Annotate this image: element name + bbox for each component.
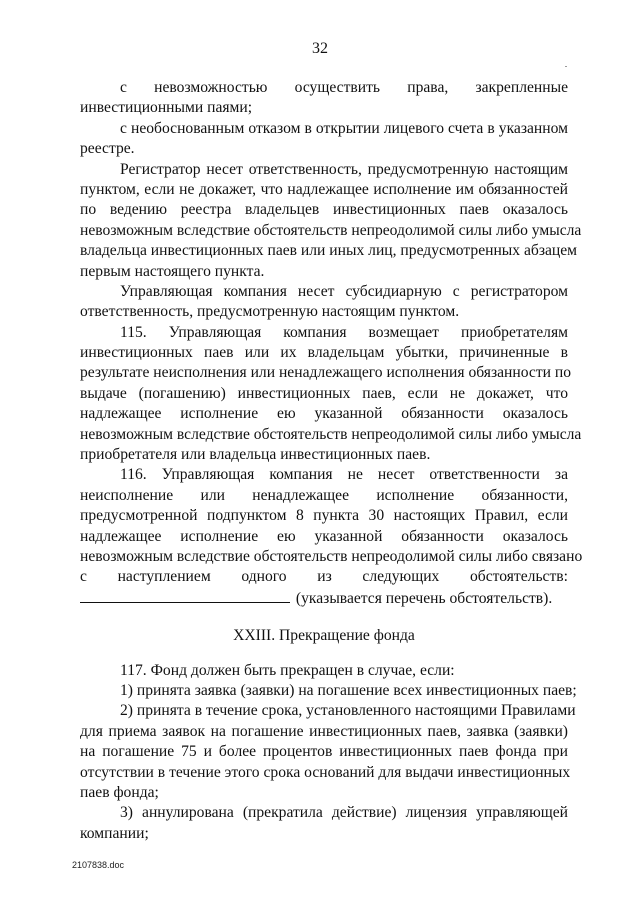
text-line: на погашение 75 и более процентов инвестиционных паев фонда при <box>80 743 568 761</box>
text-line: инвестиционных паев или их владельцам убытки, причиненные в <box>80 344 568 362</box>
text-line: надлежащее исполнение ею указанной обязанности оказалось <box>80 527 568 545</box>
text-line: 115. Управляющая компания возмещает приобретателям <box>120 323 568 341</box>
text-line: отсутствии в течение этого срока оснований для выдачи инвестиционных <box>80 763 571 781</box>
scan-mark <box>565 66 567 67</box>
paragraph <box>80 119 568 160</box>
text-line: с необоснованным отказом в открытии лицевого счета в указанном <box>120 119 568 137</box>
text-line: выдаче (погашению) инвестиционных паев, если не докажет, что <box>80 384 568 402</box>
paragraph <box>80 160 582 282</box>
text-line: пунктом, если не докажет, что надлежащее исполнение им обязанностей <box>80 180 568 198</box>
text-line: Регистратор несет ответственность, предусмотренную настоящим <box>120 160 568 178</box>
text-line: владельца инвестиционных паев или иных лиц, предусмотренных абзацем <box>80 242 578 260</box>
text-line: Управляющая компания несет субсидиарную с регистратором <box>120 282 568 300</box>
document-body <box>80 78 583 844</box>
fill-in-blank <box>80 588 290 603</box>
text-line: невозможным вследствие обстоятельств непреодолимой силы либо умысла <box>80 425 582 443</box>
paragraph <box>80 803 568 844</box>
text-line: 117. Фонд должен быть прекращен в случае, если: <box>120 661 455 679</box>
text-line: 1) принята заявка (заявки) на погашение всех инвестиционных паев; <box>120 681 577 699</box>
text-line <box>80 588 568 608</box>
paragraph <box>80 465 583 608</box>
page-number: 32 <box>312 40 328 57</box>
paragraph <box>80 681 577 701</box>
text-line: приобретателя или владельца инвестиционных паев. <box>80 446 431 464</box>
text-line: первым настоящего пункта. <box>80 262 265 280</box>
paragraph <box>80 282 568 323</box>
text-line: паев фонда; <box>80 783 159 801</box>
paragraph <box>80 661 568 681</box>
text-line: ответственность, предусмотренную настоящим пунктом. <box>80 303 460 321</box>
text-line: надлежащее исполнение ею указанной обязанности оказалось <box>80 405 568 423</box>
text-line: инвестиционными паями; <box>80 99 253 117</box>
text-line: предусмотренной подпунктом 8 пункта 30 настоящих Правил, если <box>80 507 568 525</box>
text-line: по ведению реестра владельцев инвестиционных паев оказалось <box>80 201 568 219</box>
footer-filename: 2107838.doc <box>72 860 125 870</box>
text-line: невозможным вследствие обстоятельств непреодолимой силы либо умысла <box>80 221 582 239</box>
text-line: 116. Управляющая компания не несет ответственности за <box>120 466 568 484</box>
text-line: с наступлением одного из следующих обстоятельств: <box>80 568 568 586</box>
text-line: 3) аннулирована (прекратила действие) лицензия управляющей <box>120 804 568 822</box>
section-heading: XXIII. Прекращение фонда <box>233 627 415 645</box>
text-line: компании; <box>80 824 149 842</box>
paragraph <box>80 701 576 803</box>
text-line: невозможным вследствие обстоятельств непреодолимой силы либо связано <box>80 547 583 565</box>
blank-line-suffix: (указывается перечень обстоятельств). <box>295 589 553 607</box>
paragraph <box>80 323 582 466</box>
paragraph <box>80 78 568 119</box>
text-line: с невозможностью осуществить права, закрепленные <box>120 79 568 96</box>
text-line: реестре. <box>80 140 135 158</box>
text-line: для приема заявок на погашение инвестиционных паев, заявка (заявки) <box>80 722 568 740</box>
text-line: неисполнение или ненадлежащее исполнение обязанности, <box>80 486 568 504</box>
text-line: 2) принята в течение срока, установленного настоящими Правилами <box>120 702 576 720</box>
text-line: результате неисполнения или ненадлежащего исполнения обязанности по <box>80 364 572 382</box>
